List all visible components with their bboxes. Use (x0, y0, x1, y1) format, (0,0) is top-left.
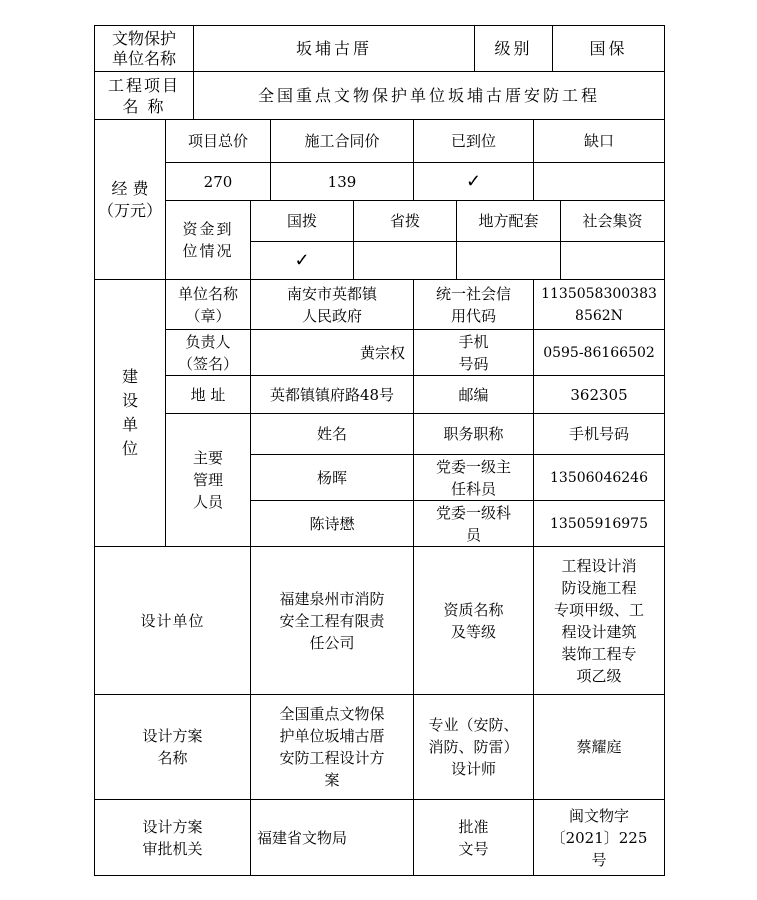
credit-code-label: 统一社会信 用代码 (435, 284, 511, 325)
site-name-value: 坂埔古厝 (295, 38, 372, 58)
source-value-national: ✓ (294, 249, 310, 271)
staff-header-name: 姓名 (316, 425, 347, 443)
funding-value-gap (534, 163, 664, 200)
address-value: 英都镇镇府路48号 (269, 385, 395, 404)
staff-label: 主要 管理 人员 (192, 449, 223, 511)
address-label: 地 址 (190, 385, 226, 404)
staff-1-phone: 13506046246 (550, 469, 648, 486)
source-header-national: 国拨 (286, 212, 317, 230)
staff-2-title: 党委一级科 员 (435, 503, 511, 544)
approval-no-label: 批准 文号 (458, 817, 489, 858)
leader-label: 负责人 （签名） (177, 332, 238, 373)
source-header-local: 地方配套 (478, 212, 539, 230)
project-label: 工程项目 名 称 (107, 75, 180, 116)
funding-header-gap: 缺口 (583, 132, 614, 150)
mobile-value: 0595-86166502 (543, 344, 655, 361)
funding-source-label: 资金到 位情况 (182, 220, 234, 260)
site-name-label: 文物保护 单位名称 (111, 28, 176, 68)
builder-label: 建 设 单 位 (121, 367, 138, 458)
funding-value-contract: 139 (327, 172, 357, 191)
unit-name-label: 单位名称 （章） (177, 284, 238, 325)
designer-value: 蔡耀庭 (576, 738, 622, 756)
staff-2-phone: 13505916975 (550, 515, 648, 532)
staff-1-title: 党委一级主 任科员 (435, 457, 511, 498)
project-value: 全国重点文物保护单位坂埔古厝安防工程 (257, 85, 600, 105)
source-value-local (457, 242, 560, 279)
source-header-social: 社会集资 (582, 212, 643, 230)
designer-label: 专业（安防、 消防、防雷） 设计师 (428, 716, 519, 778)
staff-header-phone: 手机号码 (568, 425, 629, 443)
qualification-value: 工程设计消 防设施工程 专项甲级、工 程设计建筑 装饰工程专 项乙级 (553, 556, 644, 685)
funding-label: 经 费 （万元） (97, 178, 162, 220)
approval-no-value: 闽文物字 〔2021〕225 号 (550, 806, 648, 869)
staff-2-name: 陈诗懋 (309, 514, 355, 533)
site-level-value: 国保 (589, 38, 628, 58)
plan-name-label: 设计方案 名称 (142, 727, 203, 767)
credit-code-value: 1135058300383 8562N (541, 285, 657, 324)
funding-value-total: 270 (203, 172, 233, 191)
leader-value: 黄宗权 (359, 343, 405, 362)
staff-1-name: 杨晖 (316, 468, 347, 487)
qualification-label: 资质名称 及等级 (443, 600, 504, 641)
staff-header-title: 职务职称 (443, 425, 504, 443)
site-level-label: 级别 (494, 38, 533, 58)
design-unit-label: 设计单位 (140, 611, 205, 630)
unit-name-value: 南安市英都镇 人民政府 (286, 284, 377, 325)
source-header-provincial: 省拨 (389, 212, 420, 230)
plan-name-value: 全国重点文物保 护单位坂埔古厝 安防工程设计方 案 (279, 705, 385, 789)
funding-header-received: 已到位 (450, 132, 496, 150)
approval-label: 设计方案 审批机关 (142, 817, 203, 858)
postcode-value: 362305 (570, 385, 628, 404)
mobile-label: 手机 号码 (458, 332, 489, 373)
postcode-label: 邮编 (458, 385, 489, 404)
source-value-social (561, 242, 664, 279)
source-value-provincial (354, 242, 456, 279)
approval-value: 福建省文物局 (257, 828, 348, 847)
funding-header-total: 项目总价 (187, 132, 248, 150)
funding-header-contract: 施工合同价 (304, 132, 380, 150)
funding-value-received: ✓ (465, 170, 482, 192)
design-unit-value: 福建泉州市消防 安全工程有限责 任公司 (279, 589, 385, 652)
